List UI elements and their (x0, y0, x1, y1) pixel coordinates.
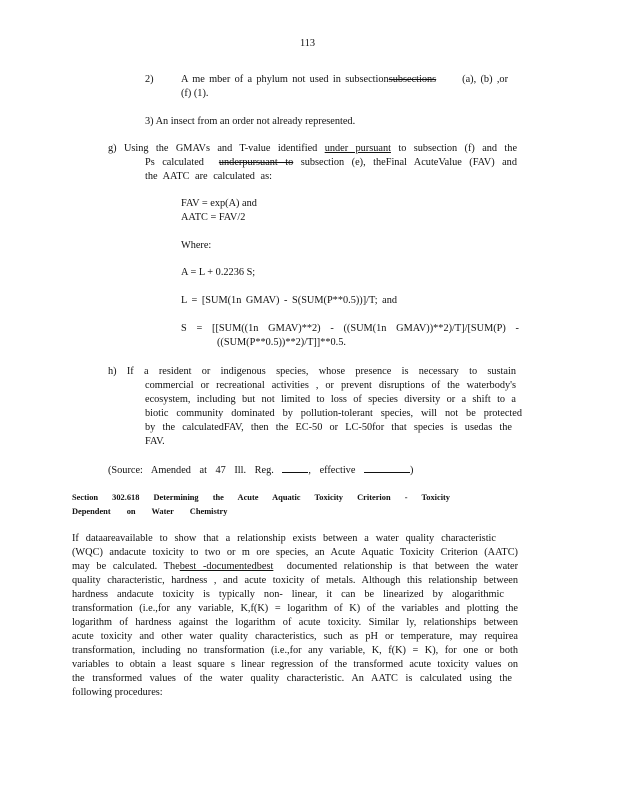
h-line-5: by the calculatedFAV, then the EC-50 or LC-50for that species is usedas the (145, 422, 512, 433)
h-line-2: commercial or recreational activities , or prevent disruptions of the waterbody's (145, 380, 516, 391)
paragraph-line-1: If dataareavailable to show that a relationship exists between a water quality characteristic (72, 533, 496, 544)
paragraph-line-4: quality characteristic, hardness , and acute toxicity of metals. Although this relationship between (72, 575, 518, 586)
paragraph-text: may be calculated. The (72, 561, 180, 572)
blank-line (364, 463, 410, 473)
section-heading-line-2: Dependent on Water Chemistry (72, 507, 228, 516)
inserted-text: under pursuant (324, 143, 391, 154)
paragraph-line-11: the transformed values of the water quality characteristic. An AATC is calculated using the (72, 673, 512, 684)
paragraph-line-2: (WQC) andacute toxicity to two or m ore species, an Acute Aquatic Toxicity Criterion (AATC) (72, 547, 518, 558)
g-text-end: subsection (e), theFinal AcuteValue (FAV) and (300, 157, 517, 168)
blank-line (282, 463, 308, 473)
deleted-text: underpursuant to (218, 157, 294, 168)
aatc-formula: AATC = FAV/2 (181, 212, 246, 223)
page-number: 113 (300, 38, 316, 49)
paragraph-line-7: logarithm of hardness against the logarithm of acute toxicity. Similar ly, relationships between (72, 617, 518, 628)
equation-a: A = L + 0.2236 S; (181, 267, 256, 278)
equation-l: L = [SUM(1n GMAV) - S(SUM(P**0.5))]/T; and (181, 295, 398, 306)
item-2-line-2: (f) (1). (181, 88, 209, 99)
paragraph-text-end: documented relationship is that between the water (286, 561, 519, 572)
paragraph-line-6: transformation (i.e.,for any variable, K,f(K) = logarithm of K) of the variables and plotting the (72, 603, 518, 614)
g-text-end: to subsection (f) and the (398, 143, 518, 154)
g-line-2 (145, 157, 517, 169)
g-text: Ps calculated (145, 157, 204, 168)
section-heading-line-1: Section 302.618 Determining the Acute Aquatic Toxicity Criterion - Toxicity (72, 493, 450, 502)
equation-s-line-1: S = [[SUM((1n GMAV)**2) - ((SUM(1n GMAV))**2)/T]/[SUM(P) - (181, 323, 519, 334)
paragraph-line-5: hardness andacute toxicity is typically non- linear, it can be linearized by alogarithmic (72, 589, 504, 600)
h-line-3: ecosystem, including but not limited to loss of species diversity or a shift to a (145, 394, 516, 405)
paragraph-line-9: transformation, including no transformation (i.e.,for any variable, K, f(K) = K), for one or both (72, 645, 518, 656)
h-line-6: FAV. (145, 436, 165, 447)
item-3: 3) An insect from an order not already represented. (145, 116, 356, 127)
paragraph-line-10: variables to obtain a least square s linear regression of the transformed acute toxicity values on (72, 659, 518, 670)
item-2-number: 2) (145, 74, 154, 85)
source-text: , effective (308, 465, 356, 476)
g-line-3: the AATC are calculated as: (145, 171, 272, 182)
h-line-1: h) If a resident or indigenous species, whose presence is necessary to sustain (108, 366, 516, 377)
where-label: Where: (181, 240, 212, 251)
paragraph-line-12: following procedures: (72, 687, 163, 698)
paragraph-line-3 (72, 561, 518, 573)
item-2-text-end: (a), (b) ,or (462, 74, 508, 85)
fav-formula: FAV = exp(A) and (181, 198, 257, 209)
paragraph-line-8: acute toxicity and other water quality characteristics, such as pH or temperature, may requirea (72, 631, 518, 642)
h-line-4: biotic community dominated by pollution-tolerant species, will not be protected (145, 408, 522, 419)
source-text: ) (409, 465, 414, 476)
g-text: g) Using the GMAVs and T-value identified (108, 143, 318, 154)
equation-s-line-2: ((SUM(P**0.5))**2)/T]]**0.5. (217, 337, 346, 348)
item-2-text: A me mber of a phylum not used in subsection (181, 74, 389, 85)
deleted-text: subsections (388, 74, 437, 85)
source-note (108, 463, 413, 477)
item-2-line-1 (181, 74, 508, 86)
source-text: (Source: Amended at 47 Ill. Reg. (108, 465, 274, 476)
inserted-text: best -documentedbest (179, 561, 274, 572)
g-line-1 (108, 143, 517, 155)
